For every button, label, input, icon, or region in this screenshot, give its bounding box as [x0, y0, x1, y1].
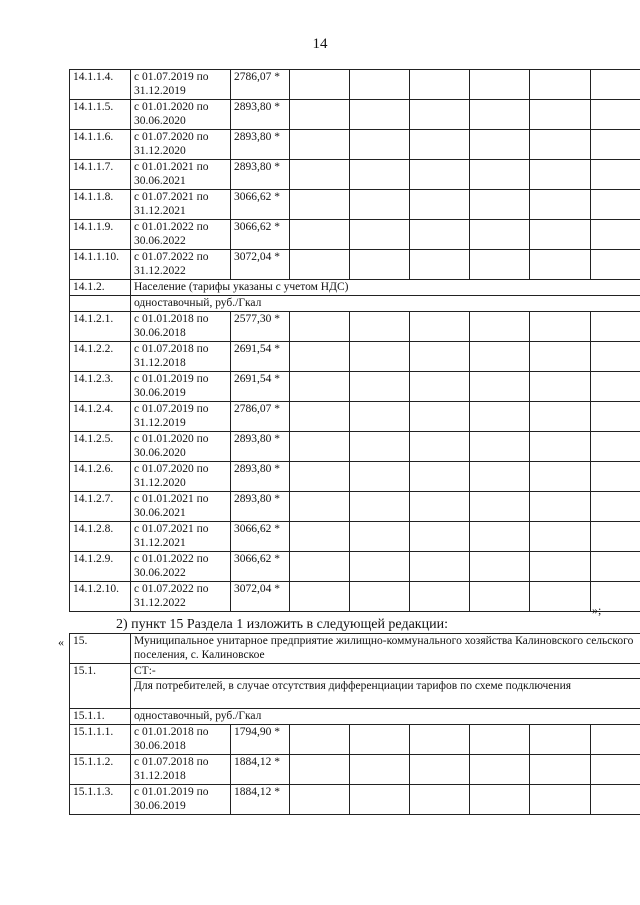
tariff-row [70, 312, 640, 342]
row-period [131, 582, 231, 612]
empty-cell [530, 100, 591, 130]
empty-cell [350, 582, 410, 612]
period-start: с 01.07.2019 по [134, 403, 209, 415]
empty-cell [350, 462, 410, 492]
row-code: 14.1.1.8. [70, 190, 131, 220]
empty-cell [290, 250, 350, 280]
sub-code: 15.1.1. [70, 709, 131, 725]
row-code: 14.1.2.6. [70, 462, 131, 492]
empty-cell [410, 755, 470, 785]
period-end: 31.12.2018 [134, 357, 186, 369]
empty-cell [350, 220, 410, 250]
row-period [131, 312, 231, 342]
empty-cell [591, 130, 640, 160]
period-start: с 01.07.2018 по [134, 343, 209, 355]
empty-cell [410, 725, 470, 755]
period-end: 31.12.2021 [134, 537, 186, 549]
row-code: 14.1.2.8. [70, 522, 131, 552]
empty-cell [530, 220, 591, 250]
empty-cell [350, 312, 410, 342]
sub-row [70, 709, 640, 725]
empty-cell [410, 552, 470, 582]
empty-cell [290, 130, 350, 160]
period-end: 30.06.2020 [134, 115, 186, 127]
tariff-row [70, 220, 640, 250]
row-code: 14.1.2.1. [70, 312, 131, 342]
empty-cell [530, 312, 591, 342]
row-tariff-value: 2893,80 * [231, 492, 290, 522]
empty-cell [470, 402, 530, 432]
row-code: 15.1.1.1. [70, 725, 131, 755]
section-subtitle: одноставочный, руб./Гкал [131, 296, 640, 312]
tariff-row [70, 372, 640, 402]
empty-cell [470, 312, 530, 342]
empty-cell [591, 372, 640, 402]
ct-code: 15.1. [70, 664, 131, 709]
empty-cell [470, 725, 530, 755]
empty-cell [410, 785, 470, 815]
period-end: 31.12.2019 [134, 85, 186, 97]
empty-cell [350, 372, 410, 402]
row-period [131, 785, 231, 815]
empty-cell [530, 432, 591, 462]
row-code: 15.1.1.3. [70, 785, 131, 815]
empty-cell [591, 312, 640, 342]
row-code: 14.1.1.6. [70, 130, 131, 160]
row-code: 14.1.1.10. [70, 250, 131, 280]
period-start: с 01.07.2020 по [134, 463, 209, 475]
empty-cell [290, 492, 350, 522]
empty-cell [290, 725, 350, 755]
row-tariff-value: 1884,12 * [231, 785, 290, 815]
period-end: 30.06.2018 [134, 327, 186, 339]
empty-cell [530, 755, 591, 785]
org-code: 15. [70, 634, 131, 664]
period-end: 31.12.2020 [134, 477, 186, 489]
period-start: с 01.07.2021 по [134, 523, 209, 535]
period-end: 31.12.2018 [134, 770, 186, 782]
row-period [131, 372, 231, 402]
empty-cell [350, 785, 410, 815]
period-end: 31.12.2022 [134, 265, 186, 277]
row-code: 14.1.2.9. [70, 552, 131, 582]
empty-cell [470, 552, 530, 582]
row-period [131, 342, 231, 372]
period-start: с 01.07.2019 по [134, 71, 209, 83]
empty-cell [290, 462, 350, 492]
row-period [131, 160, 231, 190]
empty-cell [350, 522, 410, 552]
row-code: 14.1.2.10. [70, 582, 131, 612]
empty-cell [470, 372, 530, 402]
tariff-row [70, 522, 640, 552]
empty-cell [591, 522, 640, 552]
row-tariff-value: 2893,80 * [231, 462, 290, 492]
empty-cell [530, 582, 591, 612]
empty-cell [591, 462, 640, 492]
ct-note: Для потребителей, в случае отсутствия дифференциации тарифов по схеме подключения [131, 679, 640, 709]
row-code: 14.1.2.4. [70, 402, 131, 432]
tariff-table-section-15 [69, 633, 640, 815]
period-end: 31.12.2020 [134, 145, 186, 157]
empty-cell [410, 70, 470, 100]
empty-cell [410, 402, 470, 432]
period-end: 31.12.2021 [134, 205, 186, 217]
row-code: 14.1.1.9. [70, 220, 131, 250]
empty-cell [290, 755, 350, 785]
tariff-row [70, 250, 640, 280]
empty-cell [530, 402, 591, 432]
empty-cell [410, 582, 470, 612]
empty-cell [530, 372, 591, 402]
tariff-table-section-14 [69, 69, 640, 612]
tariff-row [70, 785, 640, 815]
row-period [131, 220, 231, 250]
row-tariff-value: 2786,07 * [231, 70, 290, 100]
empty-cell [470, 492, 530, 522]
empty-cell [410, 432, 470, 462]
empty-cell [410, 312, 470, 342]
empty-cell [530, 190, 591, 220]
empty-cell [350, 70, 410, 100]
row-period [131, 552, 231, 582]
period-start: с 01.01.2018 по [134, 313, 209, 325]
empty-cell [530, 522, 591, 552]
empty-cell [290, 70, 350, 100]
empty-cell [410, 220, 470, 250]
empty-cell [410, 190, 470, 220]
section-row-population [70, 280, 640, 296]
period-start: с 01.01.2019 по [134, 373, 209, 385]
row-tariff-value: 2893,80 * [231, 432, 290, 462]
tariff-row [70, 190, 640, 220]
empty-cell [290, 552, 350, 582]
empty-cell [530, 250, 591, 280]
period-start: с 01.07.2022 по [134, 251, 209, 263]
row-period [131, 100, 231, 130]
row-tariff-value: 2577,30 * [231, 312, 290, 342]
empty-cell [350, 160, 410, 190]
empty-cell [410, 462, 470, 492]
row-code: 14.1.1.7. [70, 160, 131, 190]
period-end: 31.12.2019 [134, 417, 186, 429]
row-period [131, 130, 231, 160]
empty-cell [591, 432, 640, 462]
row-period [131, 250, 231, 280]
period-end: 30.06.2021 [134, 175, 186, 187]
empty-cell [290, 522, 350, 552]
row-code: 14.1.2.5. [70, 432, 131, 462]
empty-cell [290, 432, 350, 462]
row-code: 14.1.1.5. [70, 100, 131, 130]
period-start: с 01.01.2020 по [134, 101, 209, 113]
tariff-row [70, 492, 640, 522]
tariff-row [70, 432, 640, 462]
empty-cell [470, 582, 530, 612]
empty-cell [470, 755, 530, 785]
empty-cell [530, 725, 591, 755]
empty-cell [350, 130, 410, 160]
ct-note-row [70, 679, 640, 709]
org-name: Муниципальное унитарное предприятие жилищно-коммунального хозяйства Калиновского сельского поселения, с. Калиновское [131, 634, 640, 664]
row-period [131, 190, 231, 220]
empty-cell [350, 190, 410, 220]
tariff-row [70, 755, 640, 785]
period-start: с 01.01.2018 по [134, 726, 209, 738]
empty-cell [410, 492, 470, 522]
empty-cell [591, 70, 640, 100]
empty-cell [591, 492, 640, 522]
empty-cell [290, 190, 350, 220]
period-end: 30.06.2019 [134, 800, 186, 812]
row-period [131, 755, 231, 785]
ct-label: СТ:- [131, 664, 640, 679]
tariff-row [70, 342, 640, 372]
empty-cell [70, 296, 131, 312]
empty-cell [470, 522, 530, 552]
empty-cell [591, 402, 640, 432]
empty-cell [290, 582, 350, 612]
row-tariff-value: 3066,62 * [231, 220, 290, 250]
period-start: с 01.01.2019 по [134, 786, 209, 798]
section-title: Население (тарифы указаны с учетом НДС) [131, 280, 640, 296]
empty-cell [591, 725, 640, 755]
empty-cell [530, 342, 591, 372]
empty-cell [591, 160, 640, 190]
page-number: 14 [312, 36, 328, 52]
empty-cell [410, 342, 470, 372]
empty-cell [470, 342, 530, 372]
row-period [131, 725, 231, 755]
empty-cell [350, 250, 410, 280]
empty-cell [470, 785, 530, 815]
tariff-row [70, 582, 640, 612]
empty-cell [470, 220, 530, 250]
empty-cell [410, 130, 470, 160]
empty-cell [470, 190, 530, 220]
empty-cell [290, 342, 350, 372]
opening-quote-mark: « [58, 635, 64, 649]
empty-cell [290, 220, 350, 250]
tariff-row [70, 130, 640, 160]
empty-cell [290, 372, 350, 402]
empty-cell [290, 160, 350, 190]
empty-cell [591, 552, 640, 582]
period-end: 30.06.2022 [134, 567, 186, 579]
row-period [131, 462, 231, 492]
row-code: 14.1.1.4. [70, 70, 131, 100]
tariff-row [70, 70, 640, 100]
empty-cell [591, 342, 640, 372]
row-code: 14.1.2.7. [70, 492, 131, 522]
row-period [131, 432, 231, 462]
empty-cell [591, 755, 640, 785]
empty-cell [530, 160, 591, 190]
row-tariff-value: 2691,54 * [231, 342, 290, 372]
row-tariff-value: 1794,90 * [231, 725, 290, 755]
period-start: с 01.07.2020 по [134, 131, 209, 143]
period-end: 30.06.2020 [134, 447, 186, 459]
tariff-row [70, 462, 640, 492]
row-code: 14.1.2.2. [70, 342, 131, 372]
point-heading: 2) пункт 15 Раздела 1 изложить в следующей редакции: [116, 617, 448, 632]
period-start: с 01.01.2020 по [134, 433, 209, 445]
organization-row [70, 634, 640, 664]
empty-cell [530, 70, 591, 100]
period-end: 31.12.2022 [134, 597, 186, 609]
empty-cell [470, 250, 530, 280]
empty-cell [470, 100, 530, 130]
empty-cell [350, 552, 410, 582]
empty-cell [530, 462, 591, 492]
row-period [131, 70, 231, 100]
period-start: с 01.07.2022 по [134, 583, 209, 595]
row-tariff-value: 2786,07 * [231, 402, 290, 432]
empty-cell [410, 100, 470, 130]
row-tariff-value: 2691,54 * [231, 372, 290, 402]
period-start: с 01.01.2022 по [134, 553, 209, 565]
period-start: с 01.01.2022 по [134, 221, 209, 233]
tariff-row [70, 725, 640, 755]
ct-row [70, 664, 640, 679]
tariff-row [70, 402, 640, 432]
row-tariff-value: 1884,12 * [231, 755, 290, 785]
empty-cell [410, 522, 470, 552]
empty-cell [290, 785, 350, 815]
empty-cell [591, 220, 640, 250]
row-period [131, 402, 231, 432]
row-period [131, 492, 231, 522]
period-end: 30.06.2021 [134, 507, 186, 519]
tariff-row [70, 100, 640, 130]
empty-cell [591, 250, 640, 280]
period-start: с 01.07.2021 по [134, 191, 209, 203]
row-period [131, 522, 231, 552]
tariff-row [70, 160, 640, 190]
empty-cell [350, 342, 410, 372]
row-tariff-value: 3072,04 * [231, 582, 290, 612]
row-tariff-value: 2893,80 * [231, 160, 290, 190]
closing-quote-mark: »; [592, 603, 602, 617]
section-code: 14.1.2. [70, 280, 131, 296]
empty-cell [591, 785, 640, 815]
row-tariff-value: 2893,80 * [231, 130, 290, 160]
empty-cell [530, 492, 591, 522]
empty-cell [410, 160, 470, 190]
empty-cell [410, 372, 470, 402]
empty-cell [350, 755, 410, 785]
sub-label: одноставочный, руб./Гкал [131, 709, 640, 725]
row-code: 15.1.1.2. [70, 755, 131, 785]
tariff-row [70, 552, 640, 582]
row-tariff-value: 3066,62 * [231, 190, 290, 220]
row-tariff-value: 3066,62 * [231, 552, 290, 582]
empty-cell [470, 70, 530, 100]
empty-cell [290, 402, 350, 432]
row-tariff-value: 2893,80 * [231, 100, 290, 130]
empty-cell [470, 130, 530, 160]
row-tariff-value: 3066,62 * [231, 522, 290, 552]
empty-cell [470, 432, 530, 462]
empty-cell [470, 160, 530, 190]
empty-cell [350, 725, 410, 755]
period-end: 30.06.2019 [134, 387, 186, 399]
row-code: 14.1.2.3. [70, 372, 131, 402]
empty-cell [350, 100, 410, 130]
empty-cell [530, 130, 591, 160]
empty-cell [290, 312, 350, 342]
empty-cell [591, 190, 640, 220]
empty-cell [470, 462, 530, 492]
empty-cell [591, 100, 640, 130]
row-tariff-value: 3072,04 * [231, 250, 290, 280]
empty-cell [350, 432, 410, 462]
empty-cell [530, 552, 591, 582]
empty-cell [350, 402, 410, 432]
empty-cell [350, 492, 410, 522]
period-start: с 01.07.2018 по [134, 756, 209, 768]
period-start: с 01.01.2021 по [134, 161, 209, 173]
period-start: с 01.01.2021 по [134, 493, 209, 505]
section-subtitle-row [70, 296, 640, 312]
empty-cell [290, 100, 350, 130]
empty-cell [410, 250, 470, 280]
empty-cell [530, 785, 591, 815]
period-end: 30.06.2018 [134, 740, 186, 752]
period-end: 30.06.2022 [134, 235, 186, 247]
